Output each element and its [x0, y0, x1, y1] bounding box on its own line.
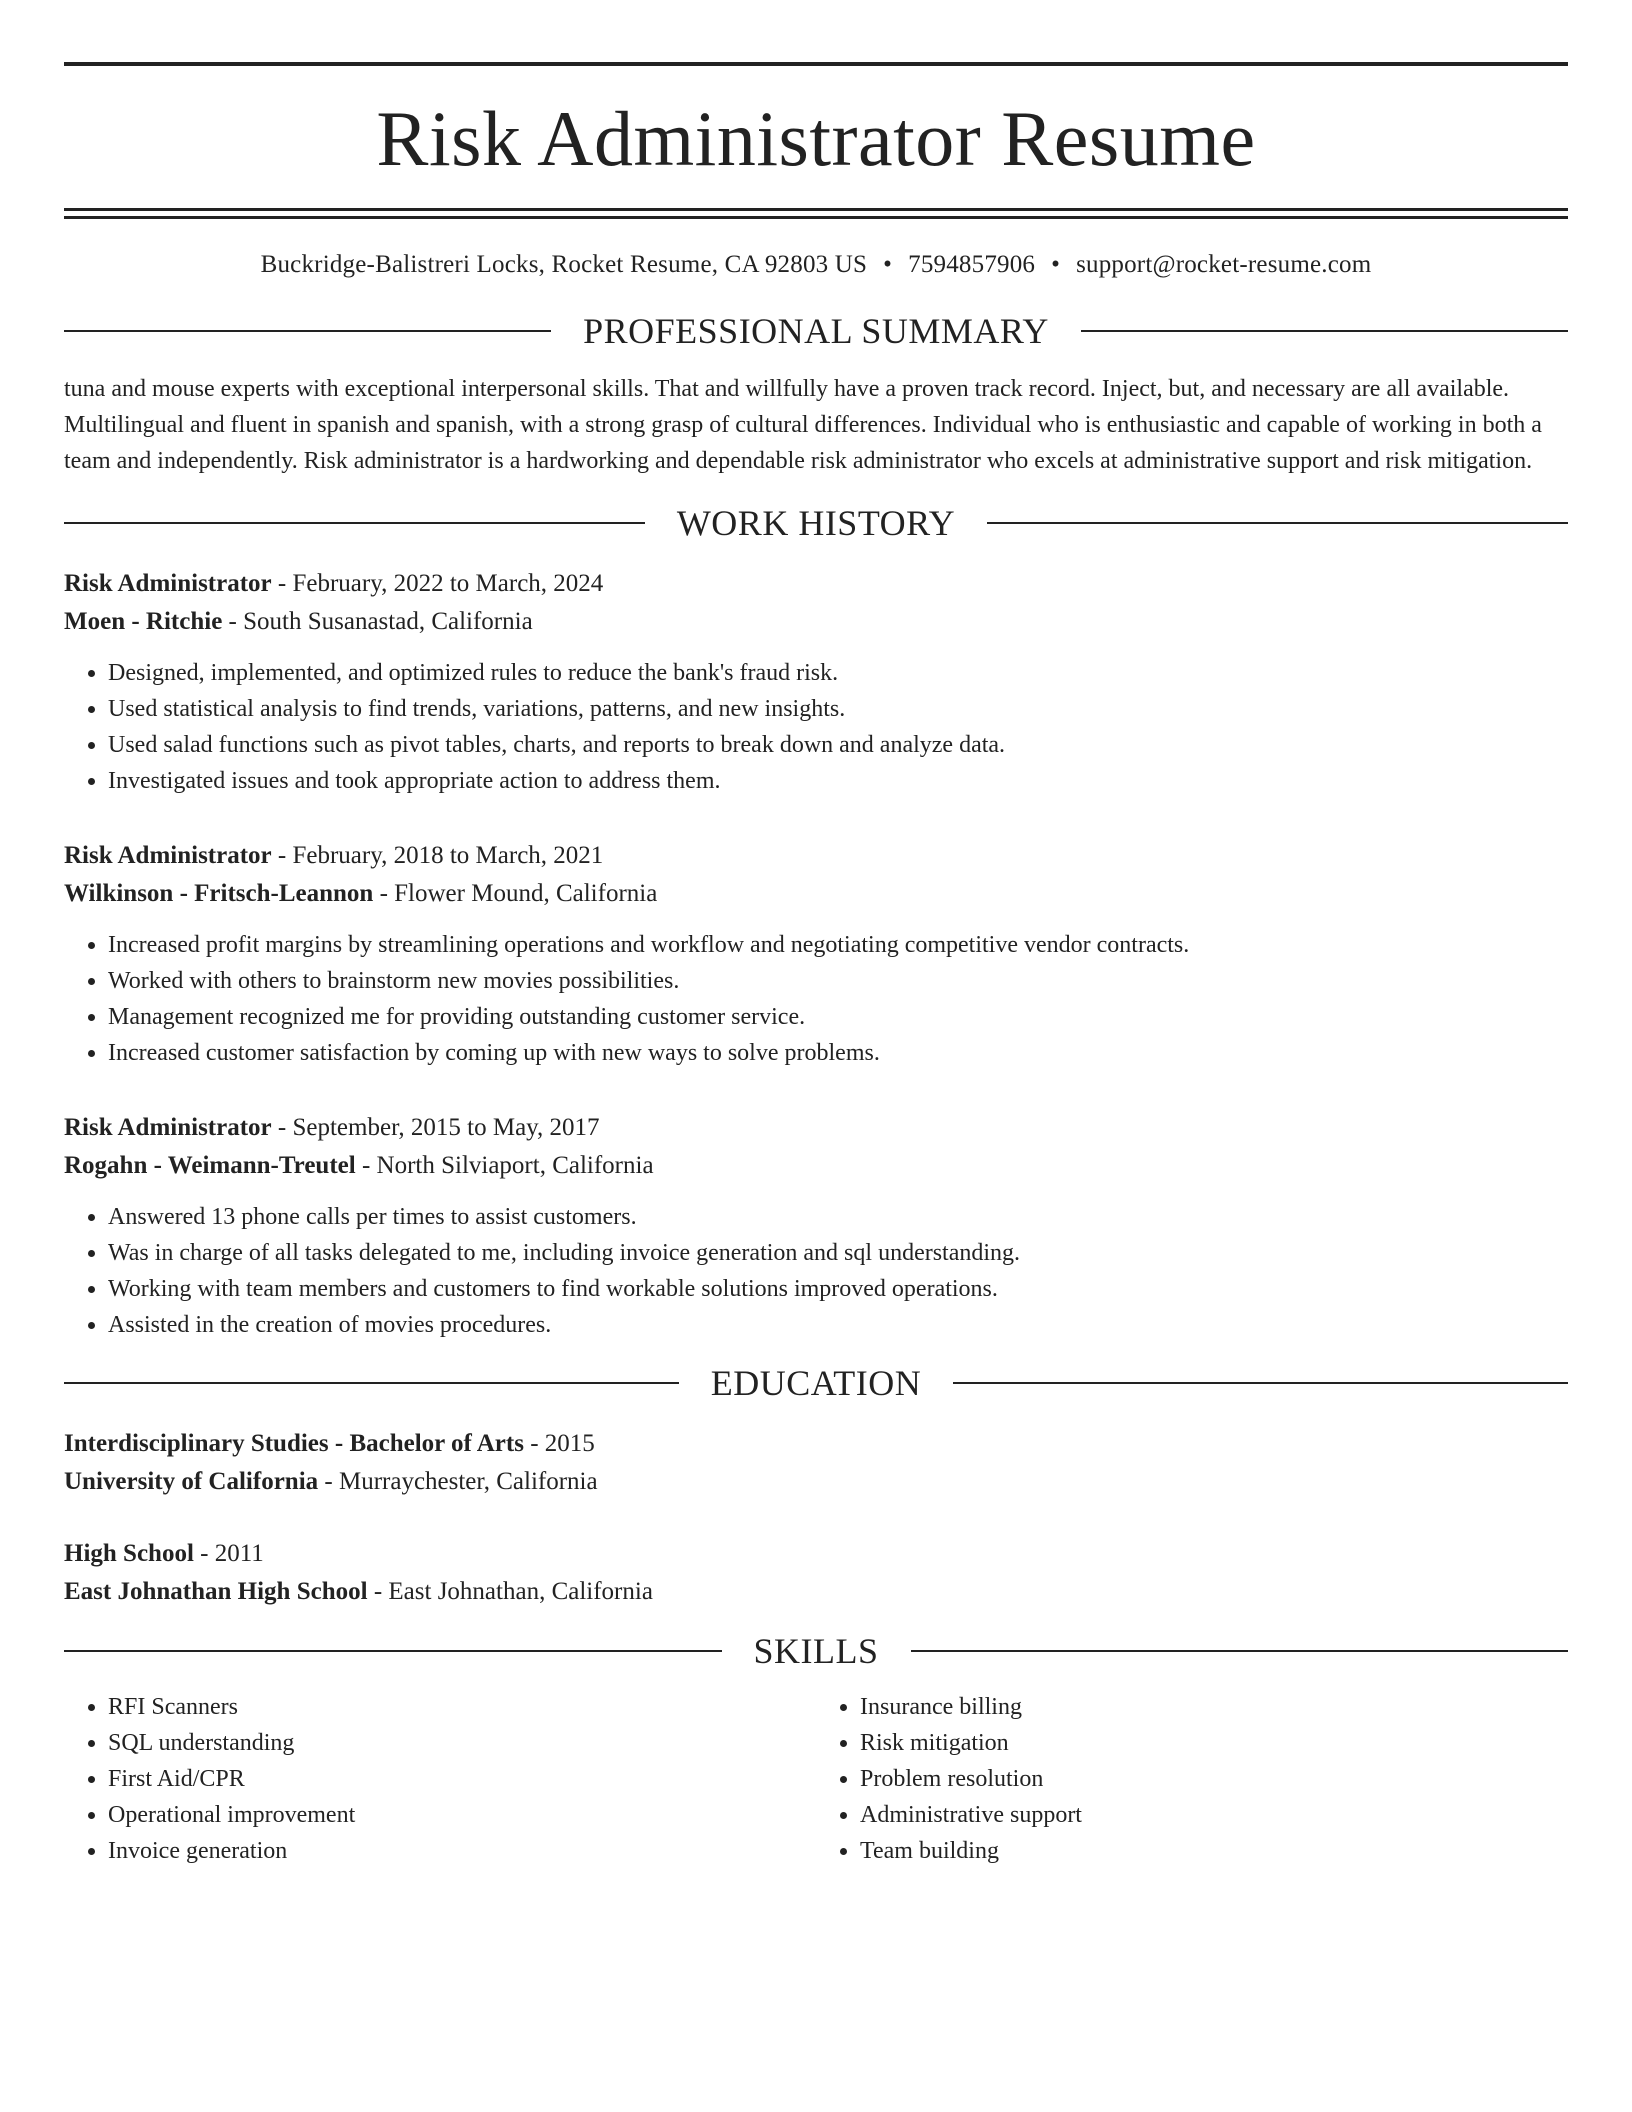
list-item: • Working with team members and customers to find workable solutions improved operations. — [108, 1271, 1568, 1307]
list-item: • First Aid/CPR — [108, 1761, 816, 1797]
section-heading-work — [64, 505, 1568, 541]
section-rule-left — [64, 1650, 722, 1652]
section-rule-right — [911, 1650, 1569, 1652]
job-location: - Flower Mound, California — [373, 880, 658, 907]
list-item: • RFI Scanners — [108, 1689, 816, 1725]
section-heading-summary — [64, 313, 1568, 349]
contact-phone: 7594857906 — [908, 251, 1036, 278]
education-location: - Murraychester, California — [318, 1468, 598, 1495]
list-item: • Risk mitigation — [860, 1725, 1568, 1761]
list-item: • Was in charge of all tasks delegated to me, including invoice generation and sql understanding. — [108, 1235, 1568, 1271]
education-school: East Johnathan High School — [64, 1578, 368, 1605]
section-rule-right — [987, 522, 1568, 524]
job-company: Wilkinson - Fritsch-Leannon — [64, 880, 374, 907]
education-degree: Interdisciplinary Studies - Bachelor of Arts — [64, 1430, 524, 1457]
list-item: • Management recognized me for providing outstanding customer service. — [108, 999, 1568, 1035]
job-dates: - September, 2015 to May, 2017 — [271, 1114, 600, 1141]
list-item: • Answered 13 phone calls per times to assist customers. — [108, 1199, 1568, 1235]
section-title: PROFESSIONAL SUMMARY — [583, 311, 1049, 351]
list-item: • Used statistical analysis to find trends, variations, patterns, and new insights. — [108, 691, 1568, 727]
education-degree: High School — [64, 1540, 194, 1567]
skills-column-left — [64, 1689, 816, 1869]
list-item: • Used salad functions such as pivot tables, charts, and reports to break down and analyze data. — [108, 727, 1568, 763]
section-rule-left — [64, 1382, 679, 1384]
job-bullets — [64, 655, 1568, 799]
summary-text: tuna and mouse experts with exceptional interpersonal skills. That and willfully have a proven track record. Inject, but, and necessary are all available. Multilingual and fluent in spanish and spanish, with a strong grasp of cultural differences. Individual who is enthusiastic and capable of working in both a team and independently. Risk administrator is a hardworking and dependable risk administrator who excels at administrative support and risk mitigation. — [64, 376, 1542, 474]
section-rule-left — [64, 330, 551, 332]
education-year: - 2015 — [523, 1430, 595, 1457]
skills-list — [64, 1689, 1568, 1869]
section-rule-right — [1081, 330, 1568, 332]
list-item: • Designed, implemented, and optimized rules to reduce the bank's fraud risk. — [108, 655, 1568, 691]
job-location: - South Susanastad, California — [222, 608, 533, 635]
job-title: Risk Administrator — [64, 842, 272, 869]
list-item: • Team building — [860, 1833, 1568, 1869]
job-title: Risk Administrator — [64, 1114, 272, 1141]
section-rule-left — [64, 522, 645, 524]
list-item: • SQL understanding — [108, 1725, 816, 1761]
job-dates: - February, 2018 to March, 2021 — [271, 842, 604, 869]
contact-separator: • — [883, 251, 893, 278]
title-double-rule — [64, 208, 1568, 211]
job-dates: - February, 2022 to March, 2024 — [271, 570, 604, 597]
list-item: • Increased customer satisfaction by coming up with new ways to solve problems. — [108, 1035, 1568, 1071]
skills-column-right — [816, 1689, 1568, 1869]
section-heading-education — [64, 1365, 1568, 1401]
list-item: • Invoice generation — [108, 1833, 816, 1869]
list-item: • Assisted in the creation of movies procedures. — [108, 1307, 1568, 1343]
job-company: Rogahn - Weimann-Treutel — [64, 1152, 356, 1179]
list-item: • Increased profit margins by streamlining operations and workflow and negotiating competitive vendor contracts. — [108, 927, 1568, 963]
contact-email: support@rocket-resume.com — [1076, 251, 1372, 278]
list-item: • Administrative support — [860, 1797, 1568, 1833]
section-rule-right — [953, 1382, 1568, 1384]
list-item: • Investigated issues and took appropriate action to address them. — [108, 763, 1568, 799]
job-location: - North Silviaport, California — [355, 1152, 654, 1179]
section-title: EDUCATION — [710, 1363, 922, 1403]
job-bullets — [64, 927, 1568, 1071]
list-item: • Worked with others to brainstorm new movies possibilities. — [108, 963, 1568, 999]
job-bullets — [64, 1199, 1568, 1343]
section-title: WORK HISTORY — [676, 503, 956, 543]
section-title: SKILLS — [753, 1631, 879, 1671]
contact-separator: • — [1051, 251, 1061, 278]
work-history-list — [64, 565, 1568, 1343]
contact-line — [64, 251, 1568, 279]
top-rule — [64, 62, 1568, 66]
resume-title: Risk Administrator Resume — [376, 95, 1256, 182]
job-title: Risk Administrator — [64, 570, 272, 597]
education-entry — [64, 1425, 1568, 1501]
education-year: - 2011 — [193, 1540, 264, 1567]
contact-address: Buckridge-Balistreri Locks, Rocket Resume, CA 92803 US — [260, 251, 868, 278]
list-item: • Insurance billing — [860, 1689, 1568, 1725]
list-item: • Problem resolution — [860, 1761, 1568, 1797]
education-location: - East Johnathan, California — [367, 1578, 653, 1605]
education-entry — [64, 1535, 1568, 1611]
job-entry — [64, 565, 1568, 799]
list-item: • Operational improvement — [108, 1797, 816, 1833]
job-entry — [64, 837, 1568, 1071]
education-school: University of California — [64, 1468, 319, 1495]
job-company: Moen - Ritchie — [64, 608, 223, 635]
job-entry — [64, 1109, 1568, 1343]
section-heading-skills — [64, 1633, 1568, 1669]
